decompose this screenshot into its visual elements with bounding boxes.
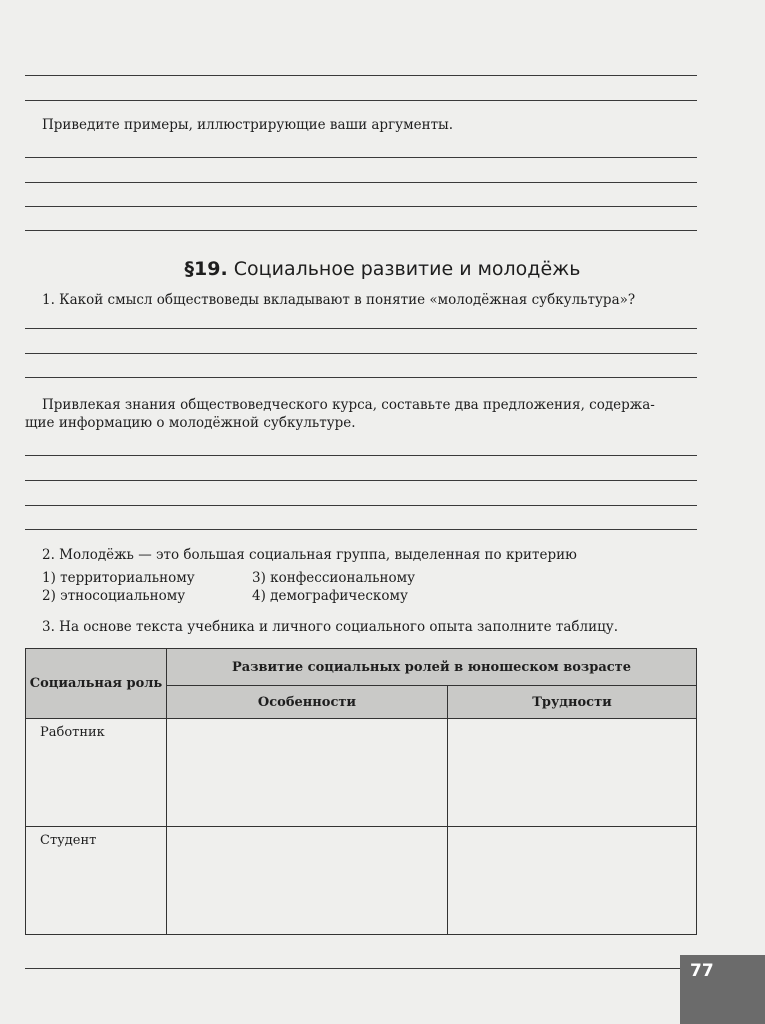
section-number: §19. (184, 258, 228, 280)
row-role-student: Студент (26, 827, 167, 935)
question-1: 1. Какой смысл обществоведы вкладывают в понятие «молодёжная субкультура»? (42, 292, 636, 308)
cell-features-worker[interactable] (167, 719, 448, 827)
section-title (0, 258, 765, 280)
page-number: 77 (690, 961, 714, 981)
question-2: 2. Молодёжь — это большая социальная группа, выделенная по критерию (42, 547, 577, 563)
header-difficulties: Трудности (448, 686, 697, 719)
answer-line (25, 353, 697, 354)
answer-line (25, 230, 697, 231)
answer-line (25, 157, 697, 158)
header-features: Особенности (167, 686, 448, 719)
task-line-2: щие информацию о молодёжной субкультуре. (25, 415, 356, 431)
cell-difficulties-worker[interactable] (448, 719, 697, 827)
footer-rule (25, 968, 680, 969)
answer-line (25, 480, 697, 481)
page-number-box (680, 955, 765, 1024)
section-title-text: Социальное развитие и молодёжь (233, 258, 581, 280)
cell-features-student[interactable] (167, 827, 448, 935)
answer-line (25, 182, 697, 183)
answer-line (25, 75, 697, 76)
answer-line (25, 377, 697, 378)
option-2: 2) этносоциальному (42, 588, 186, 604)
cell-difficulties-student[interactable] (448, 827, 697, 935)
prompt-examples: Приведите примеры, иллюстрирующие ваши аргументы. (42, 117, 454, 133)
option-4: 4) демографическому (252, 588, 408, 604)
header-group: Развитие социальных ролей в юношеском возрасте (167, 649, 697, 686)
answer-line (25, 206, 697, 207)
answer-line (25, 100, 697, 101)
row-role-worker: Работник (26, 719, 167, 827)
option-1: 1) территориальному (42, 570, 195, 586)
answer-line (25, 505, 697, 506)
answer-line (25, 455, 697, 456)
roles-table (25, 648, 697, 935)
header-role: Социальная роль (26, 649, 167, 719)
answer-line (25, 529, 697, 530)
question-3: 3. На основе текста учебника и личного социального опыта заполните таблицу. (42, 619, 619, 635)
answer-line (25, 328, 697, 329)
option-3: 3) конфессиональному (252, 570, 416, 586)
task-line-1: Привлекая знания обществоведческого курса, составьте два предложения, содержа- (42, 397, 655, 413)
